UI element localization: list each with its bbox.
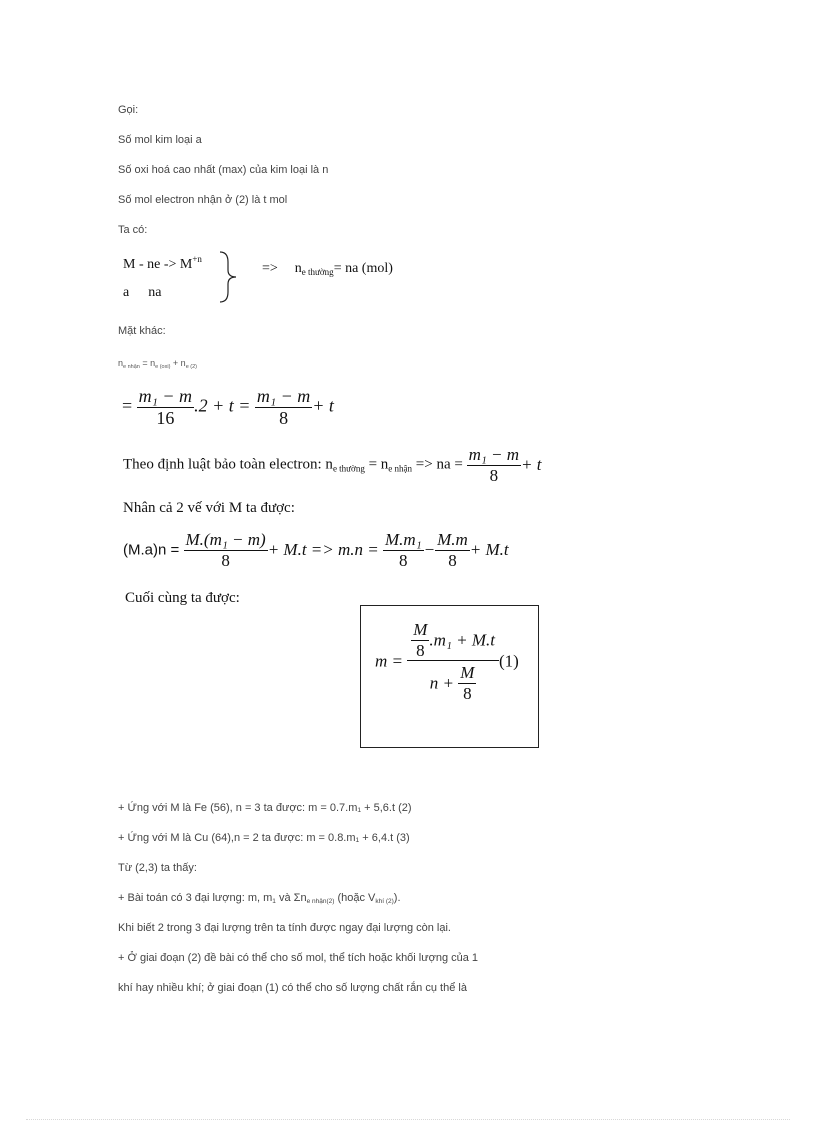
eq6-den2: 8: [399, 550, 408, 570]
text-cuoi-cung: Cuối cùng ta được:: [125, 590, 240, 606]
text-ung-voi-cu: + Ứng với M là Cu (64),n = 2 ta được: m = 0.8.m₁ + 6,4.t (3): [118, 832, 410, 844]
result-sub: e thường: [301, 267, 334, 277]
eq6-fraction-2: [383, 530, 424, 570]
eq4-arrow: => na =: [412, 456, 463, 473]
bai-toan-mid: và Σn: [275, 892, 307, 904]
eq4-num: m₁ − m: [468, 445, 520, 464]
equation-ne-nhan: [118, 356, 197, 374]
bai-toan-post: (hoặc V: [334, 892, 376, 904]
boxed-den-den: 8: [463, 683, 472, 703]
boxed-main-fraction: [407, 620, 499, 703]
boxed-numerator: [407, 620, 499, 661]
bai-toan-sub: e nhận(2): [306, 898, 335, 905]
eq3-den1: 16: [156, 407, 175, 428]
eq6-den1: 8: [221, 550, 230, 570]
eq4-sub1: e thường: [332, 463, 365, 474]
eq3-num1: m₁ − m: [138, 386, 193, 406]
eq3-num2: m₁ − m: [256, 386, 311, 406]
eq6-num2: M.m₁: [385, 530, 422, 549]
ne-2-sub: e (2): [185, 364, 197, 370]
boxed-expression: [375, 620, 519, 703]
reaction-charge: +n: [192, 254, 202, 264]
eq3-fraction-2: [255, 386, 312, 428]
text-so-mol-electron: Số mol electron nhận ở (2) là t mol: [118, 194, 288, 206]
eq3-fraction-1: [137, 386, 194, 428]
boxed-label: (1): [498, 651, 519, 671]
ne-plus: +: [170, 358, 181, 368]
bai-toan-end: ).: [393, 892, 401, 904]
eq6-lhs: (M.a)n =: [123, 541, 180, 559]
eq3-tail2: + t: [312, 395, 334, 416]
text-so-oxi-hoa: Số oxi hoá cao nhất (max) của kim loại là n: [118, 164, 329, 176]
text-o-giai-doan: + Ở giai đoạn (2) đề bài có thể cho số mol, thể tích hoặc khối lượng của 1: [118, 952, 479, 964]
boxed-inner-fraction: [411, 620, 429, 660]
equation-bao-toan: [123, 445, 541, 485]
eq6-num1: M.(m₁ − m): [185, 530, 266, 549]
text-khi-hay: khí hay nhiều khí; ở giai đoạn (1) có thể cho số lượng chất rắn cụ thể là: [118, 982, 467, 994]
eq3-equals: =: [122, 395, 133, 416]
eq4-text: Theo định luật bảo toàn electron: n: [123, 456, 333, 473]
boxed-formula: [360, 605, 539, 748]
bai-toan-sub2: khí (2): [375, 898, 394, 905]
curly-brace-icon: [218, 250, 240, 304]
boxed-num-tail: .m₁ + M.t: [429, 630, 495, 650]
eq3-den2: 8: [279, 407, 289, 428]
boxed-inner-den: 8: [416, 640, 425, 660]
ne-nhan-n: n: [118, 358, 124, 368]
result-rhs: = na (mol): [333, 261, 393, 276]
text-tu-2-3: Từ (2,3) ta thấy:: [118, 862, 197, 874]
text-so-mol-kim-loai: Số mol kim loại a: [118, 134, 202, 146]
ne-nhan-sub: e nhận: [123, 364, 140, 370]
eq6-fraction-3: [435, 530, 470, 570]
boxed-inner-num: M: [413, 620, 428, 639]
text-mat-khac: Mặt khác:: [118, 325, 166, 337]
eq4-den: 8: [489, 465, 499, 485]
eq6-mid: + M.t => m.n =: [267, 540, 379, 560]
text-goi: Gọi:: [118, 104, 139, 116]
reaction-text: M - ne -> M: [123, 257, 193, 272]
eq4-tail: + t: [521, 455, 542, 475]
eq6-fraction-1: [184, 530, 268, 570]
equation-nhan-m: [123, 530, 509, 570]
boxed-denominator: [407, 661, 499, 703]
text-ung-voi-fe: + Ứng với M là Fe (56), n = 3 ta được: m = 0.7.m₁ + 5,6.t (2): [118, 802, 412, 814]
ne-eq: =: [139, 358, 151, 368]
boxed-lhs: m =: [375, 651, 403, 671]
arrow-implies: =>: [262, 261, 278, 276]
result-n: n: [294, 261, 302, 276]
bai-toan-pre: + Bài toán có 3 đại lượng: m, m: [118, 892, 273, 904]
ne-oxi-n: n: [150, 358, 156, 368]
ne-2-n: n: [180, 358, 186, 368]
equation-sum: [122, 386, 334, 428]
page-bottom-divider: [26, 1119, 790, 1120]
eq4-fraction: [467, 445, 521, 485]
boxed-den-num: M: [460, 663, 475, 683]
reaction-a: a: [123, 285, 130, 300]
reaction-na: na: [148, 285, 162, 300]
bai-toan-sub1: 1: [272, 898, 276, 905]
text-bai-toan: [118, 891, 401, 909]
boxed-den-pre: n +: [429, 673, 455, 693]
text-ta-co: Ta có:: [118, 224, 148, 236]
ne-oxi-sub: e (oxi): [155, 364, 171, 370]
eq6-num3: M.m: [437, 530, 468, 549]
eq4-eq: = n: [364, 456, 389, 473]
eq6-tail: + M.t: [469, 540, 509, 560]
eq6-minus: −: [423, 540, 436, 560]
text-khi-biet: Khi biết 2 trong 3 đại lượng trên ta tính được ngay đại lượng còn lại.: [118, 922, 451, 934]
text-nhan-ca-2-ve: Nhân cả 2 vế với M ta được:: [123, 500, 295, 516]
boxed-den-fraction: [458, 663, 476, 703]
eq6-den3: 8: [448, 550, 457, 570]
eq4-sub2: e nhận: [388, 463, 413, 474]
eq3-tail1: .2 + t =: [194, 395, 251, 416]
